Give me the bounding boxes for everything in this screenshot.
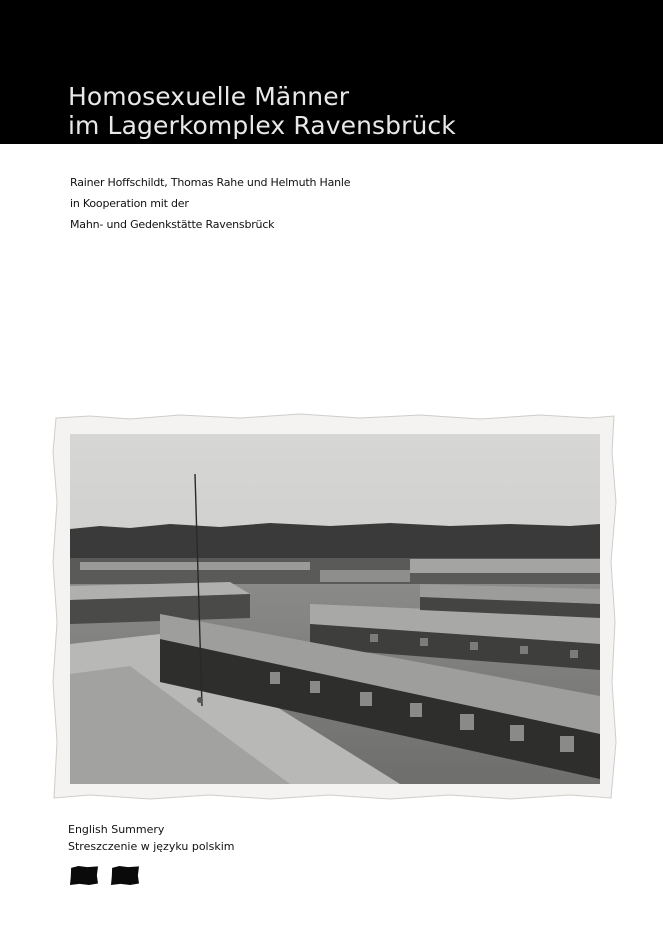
title-line-1: Homosexuelle Männer [68, 82, 350, 111]
credits-block [70, 172, 350, 235]
summary-languages [68, 821, 234, 855]
publisher-logo-2 [111, 866, 139, 885]
cover-photo [50, 412, 618, 802]
credits-cooperation: in Kooperation mit der [70, 197, 189, 210]
credits-authors: Rainer Hoffschildt, Thomas Rahe und Helmuth Hanle [70, 176, 351, 189]
publisher-logo-1 [70, 866, 98, 885]
title-line-2: im Lagerkomplex Ravensbrück [68, 111, 456, 140]
credits-institution: Mahn- und Gedenkstätte Ravensbrück [70, 218, 275, 231]
summary-polish: Streszczenie w języku polskim [68, 840, 235, 853]
header-band [0, 0, 663, 144]
summary-english: English Summery [68, 823, 165, 836]
barracks-photo [70, 434, 600, 784]
page-title [68, 82, 456, 140]
publisher-logos [70, 866, 139, 885]
